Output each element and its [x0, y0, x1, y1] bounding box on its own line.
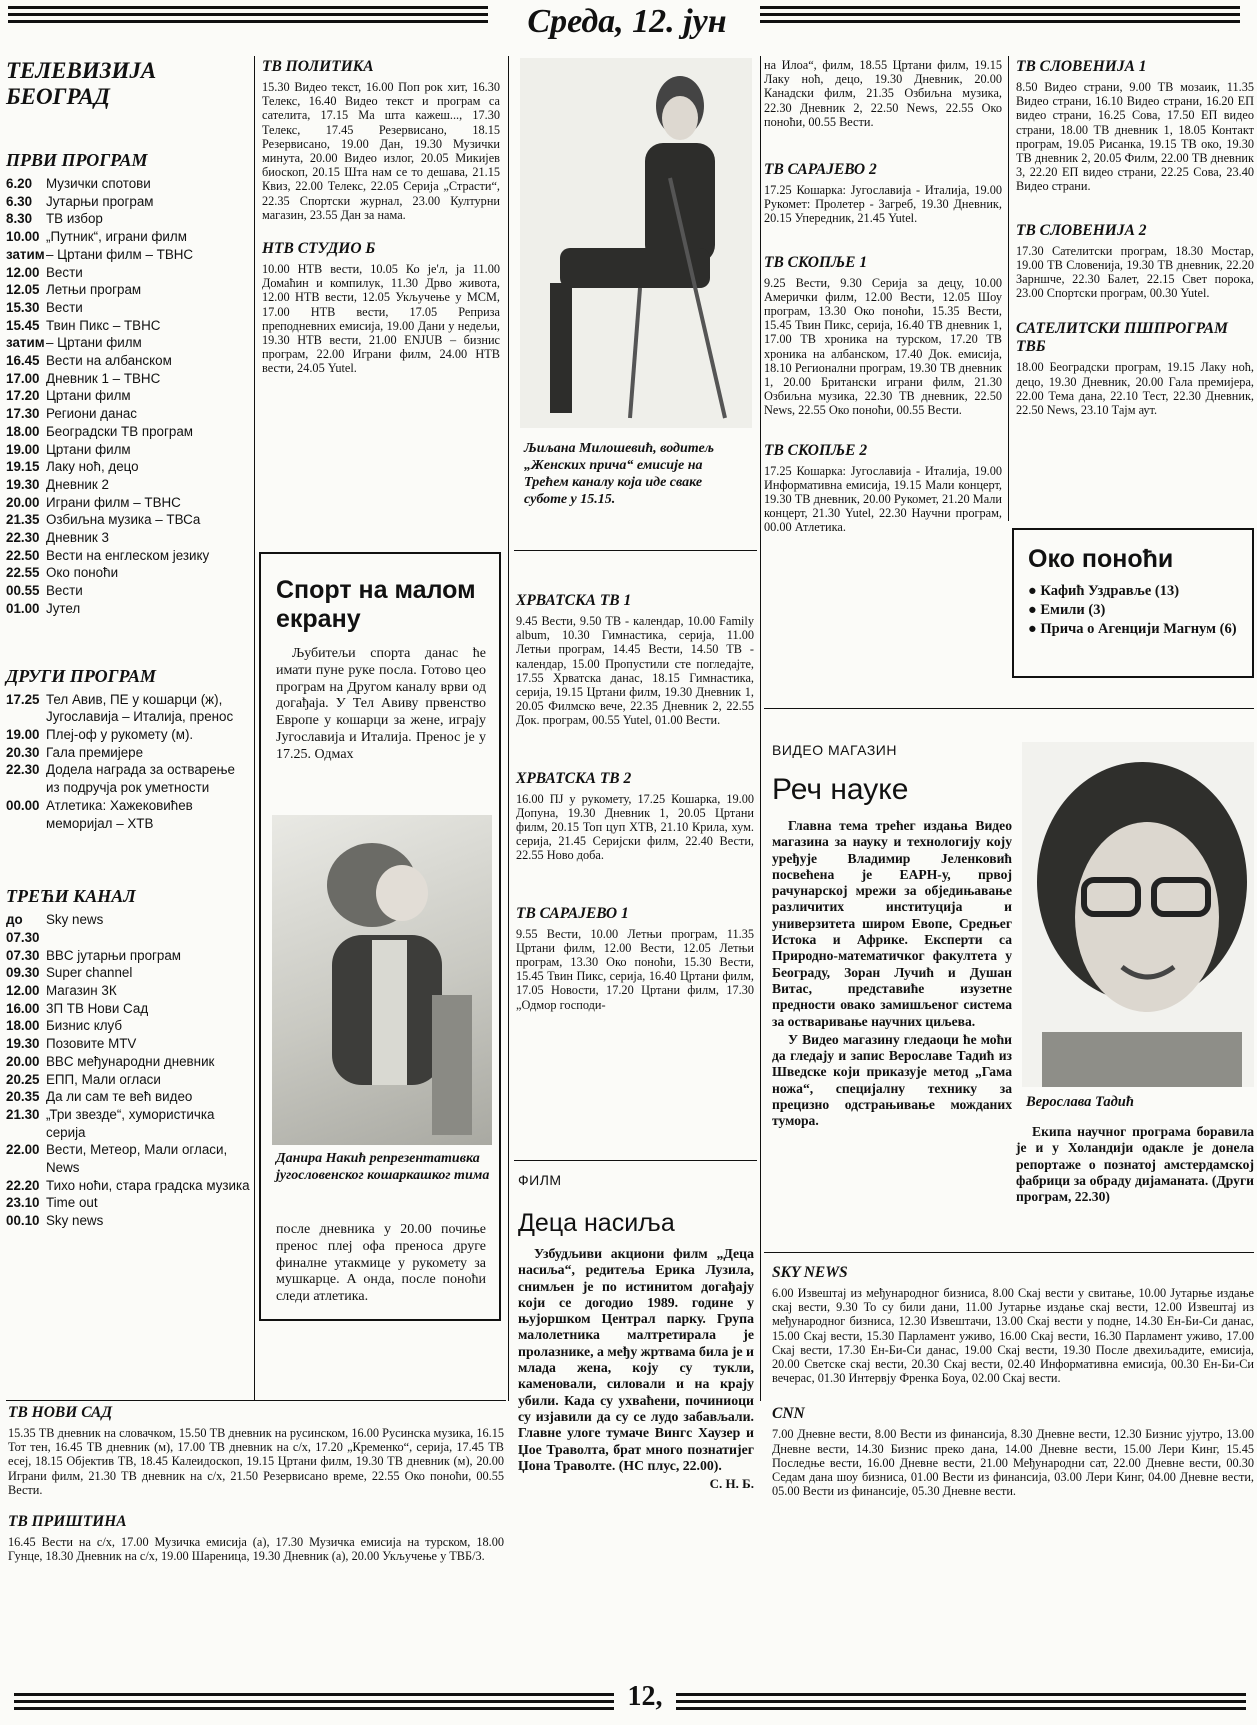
second-program-schedule	[6, 691, 250, 833]
schedule-show: ТВ избор	[46, 211, 103, 227]
oko-item: ● Прича о Агенцији Магнум (6)	[1028, 621, 1237, 637]
schedule-show: Јутел	[46, 600, 81, 616]
oko-ponoci-box	[1012, 528, 1254, 678]
schedule-show: Позовите MTV	[46, 1036, 137, 1052]
schedule-time: 20.00	[6, 494, 40, 510]
video-title: Реч науке	[772, 773, 909, 806]
schedule-time: 01.00	[6, 600, 40, 616]
satellite-heading: САТЕЛИТСКИ ПШПРОГРАМ ТВБ	[1016, 320, 1228, 356]
schedule-row	[6, 210, 250, 228]
schedule-show: Вести	[46, 583, 83, 599]
ntv-studio-b-heading: НТВ СТУДИО Б	[262, 240, 376, 258]
schedule-row	[6, 1035, 250, 1053]
schedule-show: Вести на енглеском језику	[46, 547, 210, 563]
schedule-show: Да ли сам те већ видео	[46, 1089, 193, 1105]
schedule-row	[6, 691, 250, 726]
presenter-photo	[520, 58, 752, 428]
schedule-row	[6, 911, 250, 946]
schedule-show: Музички спотови	[46, 176, 151, 191]
schedule-time: 22.30	[6, 530, 40, 546]
presenter-photo-image	[520, 58, 752, 428]
schedule-time: 20.35	[6, 1089, 40, 1105]
schedule-row	[6, 1141, 250, 1176]
schedule-time: 12.05	[6, 282, 40, 298]
schedule-time: 19.30	[6, 476, 40, 492]
schedule-show: Летњи програм	[46, 282, 142, 298]
schedule-row	[6, 1088, 250, 1106]
schedule-row	[6, 1053, 250, 1071]
schedule-time: 00.55	[6, 583, 40, 599]
sarajevo-1-heading: ТВ САРАЈЕВО 1	[516, 904, 629, 922]
schedule-row	[6, 761, 250, 796]
schedule-time: 20.00	[6, 1053, 40, 1069]
schedule-time: 23.10	[6, 1195, 40, 1211]
schedule-show: Sky news	[46, 1213, 104, 1229]
schedule-row	[6, 744, 250, 762]
schedule-row	[6, 964, 250, 982]
schedule-time: 22.20	[6, 1177, 40, 1193]
schedule-show: Вести, Метеор, Мали огласи, News	[46, 1142, 228, 1176]
schedule-row	[6, 441, 250, 459]
oko-item-label: Кафић Уздравље (13)	[1040, 583, 1180, 599]
schedule-show: Атлетика: Хажековићев меморијал – ХТВ	[46, 797, 193, 831]
slovenia-1-heading: ТВ СЛОВЕНИЈА 1	[1016, 58, 1147, 75]
schedule-row	[6, 264, 250, 282]
schedule-time: 22.30	[6, 762, 40, 778]
schedule-show: „Три звезде“, хумористичка серија	[46, 1106, 215, 1140]
satellite-text: 18.00 Београдски програм, 19.15 Лаку ноћ, децо, 19.30 Дневник, 20.00 Гала премијера, 22.00 Тема дана, 22.10 Тест, 22.30 Дневник, 22.50 News, 23.10 Тајм аут.	[1016, 360, 1254, 418]
sky-news-text: 6.00 Извештај из међународног бизниса, 8.00 Скај вести у свитање, 10.00 Јутарње издање скај вести, 9.30 То су били дани, 11.00 Јутарње издање скај вести, 12.00 Извештај из међународног бизниса, 12.30 Извештачи, 13.00 Скај вести у подне, 14.30 Ен-Би-Си данас, 15.00 Скај вести, 15.30 Парламент уживо, 16.00 Скај вести, 16.30 Парламент уживо, 17.00 Скај вести, 17.30 Ен-Би-Си данас, 19.00 Скај вести, 19.30 После двехиљадите, емисија, 20.00 Светске скај вести, 20.30 Скај вести, 02.40 Информативна емисија, 00.30 Ен-Би-Си вечерас, 01.30 Интервју Френка Боуа, 02.00 Скај вести.	[772, 1286, 1254, 1386]
third-channel-heading: ТРЕЋИ КАНАЛ	[6, 886, 136, 907]
schedule-row	[6, 193, 250, 211]
schedule-show: „Путник“, играни филм	[46, 229, 187, 245]
schedule-row	[6, 1106, 250, 1141]
novi-sad-text: 15.35 ТВ дневник на словачком, 15.50 ТВ дневник на русинском, 16.00 Русинска музика, 16.15 Тот тен, 16.45 ТВ дневник (м), 17.00 ТВ дневник на с/х, 17.20 „Кременко“, серија, 17.45 ТВ есеј, 18.15 Објектив ТВ, 18.45 Калеидоскоп, 19.15 Цртани филм, 19.30 ТВ дневник (м), 20.00 Играни филм, 21.30 ТВ дневник на с/х, 21.50 Резервисано време, 22.55 Око поноћи, 00.55 Вести.	[8, 1426, 504, 1497]
scientist-photo-caption: Верослава Тадић	[1026, 1094, 1134, 1110]
schedule-row	[6, 1212, 250, 1230]
hrvatska-1-heading: ХРВАТСКА ТВ 1	[516, 592, 632, 609]
schedule-row	[6, 423, 250, 441]
schedule-show: Играни филм – ТВНС	[46, 494, 181, 510]
schedule-time: 6.20	[6, 176, 33, 191]
schedule-show: Цртани филм	[46, 441, 131, 457]
video-label: ВИДЕО МАГАЗИН	[772, 742, 897, 758]
schedule-show: Вести на албанском	[46, 353, 172, 369]
schedule-row	[6, 370, 250, 388]
schedule-show: Озбиљна музика – ТВСа	[46, 512, 201, 528]
schedule-show: Тел Авив, ПЕ у кошарци (ж), Југославија – Италија, пренос	[46, 691, 234, 725]
schedule-time: 00.00	[6, 797, 40, 813]
film-label: ФИЛМ	[518, 1172, 562, 1188]
schedule-row	[6, 299, 250, 317]
schedule-row	[6, 1000, 250, 1018]
schedule-show: Гала премијере	[46, 744, 144, 760]
schedule-row	[6, 797, 250, 832]
schedule-row	[6, 547, 250, 565]
page-number: 12,	[627, 1681, 663, 1712]
second-program-heading: ДРУГИ ПРОГРАМ	[6, 665, 156, 686]
ntv-studio-b-text: 10.00 НТВ вести, 10.05 Ко је'л, ја 11.00 Домаћин и компилук, 11.30 Дрво живота, 12.00 НТВ вести, 12.05 Укључење у МСМ, 17.00 НТВ вести, 17.05 Репризa преподневних емисија, 19.00 Дани у недељи, 19.30 НТВ вести, 21.00 ENJUB – бизнис програм, 22.00 Играни филм, 24.00 НТВ вести, 24.05 Yutel.	[262, 262, 500, 376]
schedule-time: 8.30	[6, 211, 33, 227]
schedule-show: Јутарњи програм	[46, 193, 154, 209]
schedule-time: 17.30	[6, 406, 40, 422]
skopje-1-heading: ТВ СКОПЉЕ 1	[764, 253, 868, 271]
schedule-show: Вести	[46, 264, 83, 280]
schedule-show: Магазин 3К	[46, 983, 117, 999]
schedule-show: Бизнис клуб	[46, 1018, 123, 1034]
sarajevo-2-text: 17.25 Кошарка: Југославија - Италија, 19.00 Рукомет: Пролетер - Загреб, 19.30 Дневник, 20.15 Упередник, 21.45 Yutel.	[764, 183, 1002, 226]
schedule-time: 20.30	[6, 744, 40, 760]
schedule-row	[6, 228, 250, 246]
schedule-time: 22.50	[6, 547, 40, 563]
schedule-time: 09.30	[6, 965, 40, 981]
third-channel-schedule	[6, 911, 250, 1230]
sport-article-text-cont: после дневника у 20.00 почиње пренос плеј офа преноса друге финалне утакмице у рукомету за мушкарце. А онда, после поноћи следи атлетика.	[276, 1222, 486, 1305]
schedule-show: Додела награда за остварење из подручја рок уметности	[46, 762, 235, 796]
oko-item-label: Прича о Агенцији Магнум (6)	[1040, 621, 1237, 637]
pristina-text: 16.45 Вести на с/х, 17.00 Музичка емисија (а), 17.30 Музичка емисија на турском, 18.00 Гунце, 18.30 Дневник на с/х, 19.00 Шареница, 19.30 Дневник (а), 20.00 Укључење у ТВБ/3.	[8, 1535, 504, 1564]
sport-article-text: Љубитељи спорта данас ће имати пуне руке посла. Готово цео програм на Другом каналу врви од догађаја. У Тел Авиву првенство Европе у кошарци за жене, играју Југославија и Италија. Пренос је у 17.25. Одмах	[276, 646, 486, 762]
schedule-time: 18.00	[6, 1018, 40, 1034]
schedule-row	[6, 726, 250, 744]
schedule-time: 10.00	[6, 229, 40, 245]
schedule-show: – Цртани филм – ТВНС	[46, 246, 194, 262]
schedule-row	[6, 494, 250, 512]
schedule-show: Твин Пикс – ТВНС	[46, 317, 161, 333]
schedule-row	[6, 387, 250, 405]
video-text-1: Главна тема трећег издања Видео магазина за науку и технологију коју уређује Владимир Јеленковић посвећена је ЕАРН-у, првој рачунарској мрежи за обједињавање различитих институција и универзитета широм Евопе, Средњег Истока и Африке. Експерти са Природно-математичког факултета у Београду, Зоран Лучић и Душан Витас, представиће изузетне предности овако замишљеног система за остваривање научних циљева.	[772, 818, 1012, 1029]
schedule-row	[6, 982, 250, 1000]
hrvatska-2-heading: ХРВАТСКА ТВ 2	[516, 769, 632, 787]
sarajevo-2-heading: ТВ САРАЈЕВО 2	[764, 161, 877, 179]
schedule-show: BBC међународни дневник	[46, 1053, 215, 1069]
novi-sad-heading: ТВ НОВИ САД	[8, 1404, 113, 1421]
hrvatska-1-text: 9.45 Вести, 9.50 ТВ - календар, 10.00 Family album, 10.30 Гимнастика, серија, 11.00 Летњи програм, 14.45 Вести, 14.50 ТВ - календар, 15.00 Пропустили сте погледајте, 17.55 Хрватска данас, 18.15 Гимнастика, серија, 19.15 Цртани филм, 19.30 Дневник 1, 20.05 Филмско вече, 22.35 Дневник 2, 22.55 Док. програм, 00.55 Yutel, 01.00 Вести.	[516, 614, 754, 728]
schedule-show: Лаку ноћ, децо	[46, 459, 139, 475]
schedule-show: Дневник 2	[46, 476, 109, 492]
sport-article-title: Спорт на малом екрану	[276, 576, 476, 633]
schedule-row	[6, 511, 250, 529]
player-photo-caption: Данира Накић репрезентативка југословенског кошаркашког тима	[276, 1151, 490, 1183]
schedule-row	[6, 317, 250, 335]
schedule-row	[6, 476, 250, 494]
presenter-photo-caption: Љиљана Милошевић, водитељ „Женских прича“ емисије на Трећем каналу која иде сваке суботе у 15.15.	[524, 441, 714, 507]
cnn-text: 7.00 Дневне вести, 8.00 Вести из финансија, 8.30 Дневне вести, 12.30 Бизнис ујутро, 13.00 Дневне вести, 14.30 Бизнис преко дана, 14.00 Дневне вести, 15.00 Лери Кинг, 15.45 Последње вести, 16.00 Дневне вести, 21.00 Међународни сат, 22.00 Дневне вести, 00.30 Седам дана шоу бизниса, 01.00 Вести из финансија, 03.00 Лери Кинг, 04.00 Дневне вести, 05.00 Вести из финансије, 05.30 Дневне вести.	[772, 1427, 1254, 1499]
schedule-time: 00.10	[6, 1213, 40, 1229]
schedule-row	[6, 1194, 250, 1212]
cnn-heading: CNN	[772, 1405, 805, 1423]
first-program-heading: ПРВИ ПРОГРАМ	[6, 150, 148, 170]
schedule-time: 16.00	[6, 1000, 40, 1016]
schedule-row	[6, 1071, 250, 1089]
schedule-show: Sky news	[46, 912, 104, 928]
schedule-time: 19.15	[6, 459, 40, 475]
schedule-time: 21.35	[6, 512, 40, 528]
schedule-show: Дневник 1 – ТВНС	[46, 370, 161, 386]
sky-news-heading: SKY NEWS	[772, 1264, 848, 1281]
schedule-show: ЕПП, Мали огласи	[46, 1071, 161, 1087]
skopje-2-text: 17.25 Кошарка: Југославија - Италија, 19.00 Информативна емисија, 19.15 Мали концерт, 19.30 ТВ дневник, 20.00 Рукомет, 21.20 Мали концерт, 21.30 Yutel, 22.30 Научни програм, 00.00 Атлетика.	[764, 463, 1002, 535]
film-signature: С. Н. Б.	[709, 1476, 754, 1492]
schedule-show: BBC јутарњи програм	[46, 947, 182, 963]
slovenia-1-text: 8.50 Видео страни, 9.00 ТВ мозаик, 11.35 Видео страни, 16.10 Видео страни, 16.20 ЕП видео страни, 16.25 Сова, 17.50 ЕП видео страни, 18.00 ТВ дневник 1, 18.05 Контакт програм, 19.05 Рисанка, 19.15 ТВ око, 19.30 ТВ дневник 2, 20.05 Филм, 22.00 ТВ дневник 3, 22.20 ЕП видео страни, 22.25 Сова, 23.40 Видео страни.	[1016, 80, 1254, 194]
player-photo	[272, 815, 492, 1145]
schedule-time: 19.00	[6, 726, 40, 742]
schedule-row	[6, 600, 250, 618]
schedule-time: 15.30	[6, 299, 40, 315]
film-text: Узбудљиви акциони филм „Деца насиља“, редитеља Ерика Лузила, снимљен је по истинитом догађају који се догодио 1989. године у њујоршком Централ парку. Група малолетника малтретирала је пролазнике, а међу жртвама била је и млада жена, коју су тукли, каменовали, силовали и на крају убили. Када су ухваћени, починиоци су изјавили да су се лудо забављали. Главне улоге тумаче Вингс Хаузер и Џое Траволта, брат много познатијег Џона Траволте. (НС плус, 22.00).	[518, 1246, 755, 1473]
schedule-show: Дневник 3	[46, 530, 109, 546]
schedule-show: Super channel	[46, 965, 133, 981]
page-date: Среда, 12. јун	[527, 3, 727, 40]
schedule-time: 22.00	[6, 1142, 40, 1158]
schedule-time: 12.00	[6, 264, 40, 280]
film-title: Деца насиља	[518, 1209, 675, 1237]
schedule-time: 19.30	[6, 1036, 40, 1052]
schedule-show: 3П ТВ Нови Сад	[46, 1000, 149, 1016]
schedule-row	[6, 947, 250, 965]
schedule-time: 19.00	[6, 441, 40, 457]
schedule-row	[6, 175, 250, 193]
player-photo-image	[272, 815, 492, 1145]
sarajevo-1-text: 9.55 Вести, 10.00 Летњи програм, 11.35 Цртани филм, 12.00 Вести, 12.05 Летњи програм, 13.30 Око поноћи, 15.30 Вести, 15.45 Твин Пикс, серија, 16.40 Цртани филм, 17.05 Новости, 17.20 Цртани филм, 17.30 „Одмор господи-	[516, 926, 754, 1012]
schedule-row	[6, 1017, 250, 1035]
slovenia-2-heading: ТВ СЛОВЕНИЈА 2	[1016, 221, 1147, 239]
schedule-row	[6, 405, 250, 423]
oko-item: ● Кафић Уздравље (13)	[1028, 583, 1180, 599]
schedule-time: 16.45	[6, 353, 40, 369]
tv-politika-text: 15.30 Видео текст, 16.00 Поп рок хит, 16.30 Телекс, 16.40 Видео текст и програм са сателита, 17.15 Ма шта кажеш..., 17.30 Телекс, 17.45 Резервисано, 18.15 Резервисано, 19.00 Дан, 19.30 Музички минута, 20.00 Видео излог, 20.05 Микијев биоскоп, 20.15 Шта нам се то дешава, 21.15 Квиз, 22.00 Телекс, 22.05 Серија „Страсти“, 22.35 Спортски журнал, 23.00 Културни магазин, 23.55 Дан за нама.	[262, 80, 500, 222]
schedule-time: 15.45	[6, 317, 40, 333]
schedule-time: 17.00	[6, 370, 40, 386]
oko-item-label: Емили (3)	[1040, 602, 1106, 618]
tv-politika-heading: ТВ ПОЛИТИКА	[262, 58, 374, 75]
schedule-row	[6, 352, 250, 370]
schedule-time: 21.30	[6, 1106, 40, 1122]
oko-item: ● Емили (3)	[1028, 602, 1106, 618]
schedule-row	[6, 458, 250, 476]
hrvatska-2-text: 16.00 ПЈ у рукомету, 17.25 Кошарка, 19.00 Допуна, 19.30 Дневник 1, 20.05 Цртани филм, 20.15 Топ цуп ХТВ, 21.10 Крила, хум. серија, 21.45 Серијски филм, 22.40 Вести, 22.55 Ново доба.	[516, 791, 754, 863]
schedule-show: Вести	[46, 299, 83, 315]
schedule-show: – Цртани филм	[46, 335, 142, 351]
schedule-show: Тихо ноћи, стара градска музика	[46, 1177, 250, 1193]
schedule-time: 6.30	[6, 193, 33, 209]
schedule-row	[6, 564, 250, 582]
schedule-time: 17.20	[6, 388, 40, 404]
schedule-time: 12.00	[6, 983, 40, 999]
first-program-schedule	[6, 175, 250, 618]
schedule-show: Београдски ТВ програм	[46, 423, 193, 439]
schedule-row	[6, 334, 250, 352]
schedule-time: 07.30	[6, 947, 40, 963]
sarajevo-1-text-cont: на Илоа“, филм, 18.55 Цртани филм, 19.15 Лаку ноћ, децо, 19.30 Дневник, 20.00 Канадски филм, 21.35 Озбиљна музика, 22.30 Дневник 2, 22.50 News, 22.55 Око поноћи, 00.55 Вести.	[764, 58, 1002, 129]
scientist-photo-image	[1022, 742, 1254, 1087]
schedule-time: 20.25	[6, 1071, 40, 1087]
oko-ponoci-title: Око поноћи	[1028, 545, 1174, 573]
schedule-show: Time out	[46, 1195, 98, 1211]
schedule-show: Региони данас	[46, 406, 137, 422]
schedule-time: 22.55	[6, 565, 40, 581]
schedule-show: Цртани филм	[46, 388, 131, 404]
skopje-1-text: 9.25 Вести, 9.30 Серија за децу, 10.00 Амерички филм, 12.00 Вести, 12.05 Шоу програм, 13.30 Око поноћи, 15.35 Вести, 15.45 Твин Пикс, серија, 16.40 ТВ дневник 1, 17.00 ТВ хроника на турском, 17.20 ТВ хроника на албанском, 17.40 Док. емисија, 18.10 Регионални програм, 19.30 ТВ дневник 1, 20.00 Британски играни филм, 21.30 Озбиљна музика, 22.30 ТВ дневник, 22.50 News, 22.55 Око поноћи, 00.55 Вести.	[764, 275, 1002, 418]
schedule-row	[6, 246, 250, 264]
slovenia-2-text: 17.30 Сателитски програм, 18.30 Мостар, 19.00 ТВ Словенија, 19.30 ТВ дневник, 22.20 Зарншче, 22.30 Балет, 22.15 Свет порока, 23.00 Спортски програм, 00.30 Yutel.	[1016, 243, 1254, 301]
schedule-show: Плеј-оф у рукомету (м).	[46, 726, 194, 742]
schedule-row	[6, 529, 250, 547]
schedule-time: 17.25	[6, 691, 40, 707]
schedule-show: Око поноћи	[46, 565, 119, 581]
schedule-time: до 07.30	[6, 912, 40, 945]
video-text-2: У Видео магазину гледаоци ће моћи да гледају и запис Верославе Тадић из Шведске који приказује метод „Гама ножа“, специјалну технику за прецизно одстрањивање можданих тумора.	[772, 1031, 1012, 1129]
video-text-3: Екипа научног програма боравила је и у Холандији одакле је донела репортаже о познатој амстердамској фабрици за обраду дијаманата. (Други програм, 22.30)	[1016, 1124, 1254, 1205]
schedule-row	[6, 1177, 250, 1195]
pristina-heading: ТВ ПРИШТИНА	[8, 1513, 127, 1531]
skopje-2-heading: ТВ СКОПЉЕ 2	[764, 441, 868, 459]
station-title: ТЕЛЕВИЗИЈА БЕОГРАД	[6, 58, 157, 109]
schedule-time: 18.00	[6, 423, 40, 439]
schedule-row	[6, 281, 250, 299]
scientist-photo	[1022, 742, 1254, 1087]
schedule-time: затим	[6, 246, 45, 262]
schedule-time: затим	[6, 335, 45, 351]
schedule-row	[6, 582, 250, 600]
